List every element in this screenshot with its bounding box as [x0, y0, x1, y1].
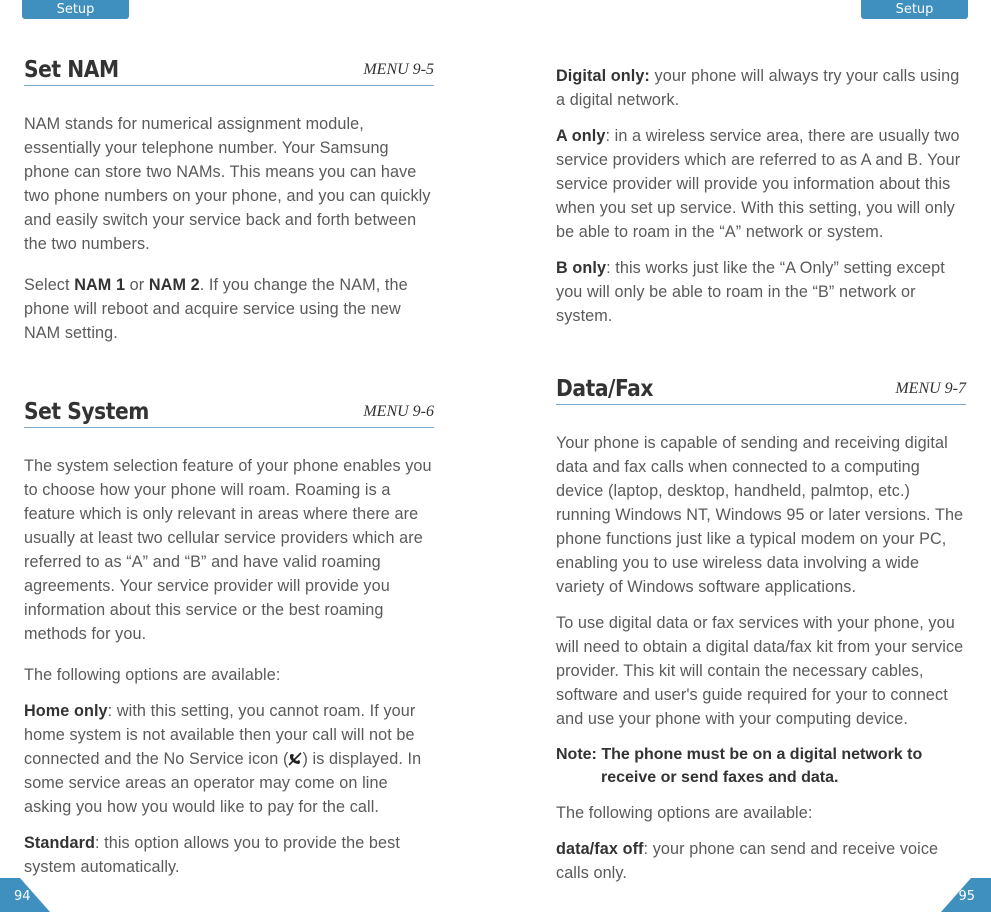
- text-fragment: ) is displayed. In some service areas an operator may come on line asking you how you would like to pay for the call.: [24, 750, 422, 816]
- text-fragment: : this works just like the “A Only” setting except you will only be able to roam in the “B” network or system.: [556, 259, 945, 325]
- left-page-column: [24, 57, 434, 879]
- set-system-menu-ref: MENU 9-6: [363, 403, 434, 420]
- data-fax-note: [556, 743, 966, 789]
- home-only-option: [24, 699, 434, 819]
- set-system-heading: [24, 399, 434, 428]
- digital-only-label: Digital only:: [556, 67, 650, 85]
- note-line-2: receive or send faxes and data.: [601, 769, 839, 786]
- header-tab-setup-right: Setup: [861, 0, 968, 19]
- text-fragment: : this option allows you to provide the best system automatically.: [24, 834, 400, 876]
- text-fragment: : with this setting, you cannot roam. If your home system is not available then your call will not be connected and the No Service icon (: [24, 702, 416, 768]
- header-tab-setup-left: Setup: [22, 0, 129, 19]
- no-service-icon: [288, 752, 302, 766]
- nam1-label: NAM 1: [74, 276, 126, 294]
- digital-only-option: [556, 64, 966, 112]
- a-only-label: A only: [556, 127, 606, 145]
- set-system-options-intro: The following options are available:: [24, 666, 281, 684]
- set-nam-heading: [24, 57, 434, 86]
- right-page-column: [556, 64, 966, 885]
- home-only-label: Home only: [24, 702, 108, 720]
- data-fax-menu-ref: MENU 9-7: [895, 380, 966, 397]
- set-nam-menu-ref: MENU 9-5: [363, 61, 434, 78]
- standard-label: Standard: [24, 834, 95, 852]
- data-fax-off-option: [556, 837, 966, 885]
- b-only-option: [556, 256, 966, 328]
- set-system-description: The system selection feature of your phone enables you to choose how your phone will roam. Roaming is a feature which is only relevant in areas where there are usually at least two cellular service providers which are referred to as “A” and “B” and have valid roaming agreements. Your service provider will provide you information about this service or the best roaming methods for you.: [24, 457, 432, 643]
- standard-option: [24, 831, 434, 879]
- note-line-1: The phone must be on a digital network to: [596, 746, 923, 763]
- set-system-title: Set System: [24, 399, 149, 425]
- nam2-label: NAM 2: [148, 276, 200, 294]
- text-fragment: or: [125, 276, 149, 294]
- b-only-label: B only: [556, 259, 607, 277]
- data-fax-description: Your phone is capable of sending and receiving digital data and fax calls when connected to a computing device (laptop, desktop, handheld, palmtop, etc.) running Windows NT, Windows 95 or later versions. The phone functions just like a typical modem on your PC, enabling you to use wireless data involving a wide variety of Windows software applications.: [556, 434, 964, 596]
- text-fragment: : your phone can send and receive voice calls only.: [556, 840, 939, 882]
- note-label: Note:: [556, 746, 597, 763]
- a-only-option: [556, 124, 966, 244]
- set-nam-select-paragraph: [24, 273, 434, 345]
- text-fragment: your phone will always try your calls using a digital network.: [556, 67, 960, 109]
- text-fragment: . If you change the NAM, the phone will reboot and acquire service using the new NAM setting.: [24, 276, 408, 342]
- page-number-left: 94: [14, 889, 31, 904]
- text-fragment: : in a wireless service area, there are usually two service providers which are referred to as A and B. Your service provider will provide you information about this when you set up service. With this setting, you will only be able to roam in the “A” network or system.: [556, 127, 961, 241]
- data-fax-off-label: data/fax off: [556, 840, 644, 858]
- data-fax-kit-paragraph: To use digital data or fax services with your phone, you will need to obtain a digital data/fax kit from your service provider. This kit will contain the necessary cables, software and user's guide required for your to connect and use your phone with your computing device.: [556, 614, 964, 728]
- data-fax-heading: [556, 376, 966, 405]
- set-nam-title: Set NAM: [24, 57, 119, 83]
- page-number-right: 95: [958, 889, 975, 904]
- text-fragment: Select: [24, 276, 75, 294]
- data-fax-title: Data/Fax: [556, 376, 654, 402]
- data-fax-options-intro: The following options are available:: [556, 804, 813, 822]
- set-nam-description: NAM stands for numerical assignment module, essentially your telephone number. Your Samsung phone can store two NAMs. This means you can have two phone numbers on your phone, and you can quickly and easily switch your service back and forth between the two numbers.: [24, 115, 431, 253]
